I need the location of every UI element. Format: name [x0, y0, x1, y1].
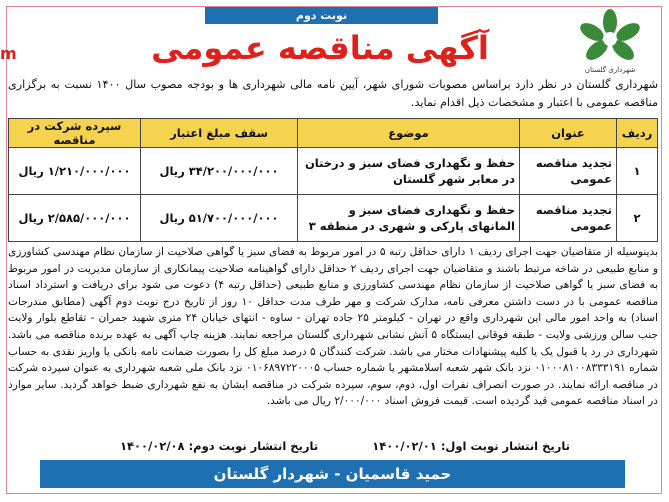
- publication-dates: [120, 439, 570, 453]
- cell-deposit: ۱/۲۱۰/۰۰۰/۰۰۰ ریال: [9, 148, 141, 195]
- round-badge: نوبت دوم: [205, 7, 438, 24]
- col-subject: موضوع: [298, 119, 520, 148]
- col-budget: سقف مبلغ اعتبار: [141, 119, 298, 148]
- municipality-logo-icon: [570, 8, 650, 72]
- cell-title: تجدید مناقصه عمومی: [520, 148, 617, 195]
- cell-subject: حفظ و نگهداری فضای سبز و المانهای پارکی و شهری در منطقه ۳: [298, 195, 520, 242]
- second-publication-date: تاریخ انتشار نوبت دوم: ۱۴۰۰/۰۲/۰۸: [120, 439, 319, 453]
- cell-deposit: ۲/۵۸۵/۰۰۰/۰۰۰ ریال: [9, 195, 141, 242]
- cell-budget: ۵۱/۷۰۰/۰۰۰/۰۰۰ ریال: [141, 195, 298, 242]
- intro-paragraph: شهرداری گلستان در نظر دارد براساس مصوبات شورای شهر، آیین نامه مالی شهرداری ها و بودجه مصوب سال ۱۴۰۰ نسبت به برگزاری مناقصه عمومی با اعتبار و مشخصات ذیل اقدام نماید.: [8, 78, 658, 109]
- cell-row: ۲: [617, 195, 658, 242]
- table-row: [9, 195, 658, 242]
- table-row: [9, 148, 658, 195]
- tender-table: [8, 118, 658, 242]
- signature-footer: حمید قاسمیان - شهردار گلستان: [40, 460, 625, 488]
- col-deposit: سپرده شرکت در مناقصه: [9, 119, 141, 148]
- conditions-paragraph-2: هزینه چاپ آگهی به عهده برنده مناقصه می باشد. شهرداری در رد یا قبول یک یا کلیه پیشنهادات مختار می باشد. شرکت کنندگان ۵ درصد مبلغ کل را بصورت ضمانت نامه بانکی یا واریز نقدی به حساب شماره ۰۱۰۰۰۸۱۰۰۸۳۳۳۱۹۱ نزد بانک شهر شعبه اسلامشهر یا شماره حساب ۰۱۰۶۸۹۷۲۲۰۰۰۵ نزد بانک ملی شعبه شهرداری به عنوان سپرده شرکت در مناقصه ارائه نمایند. در صورت انصراف نفرات اول، دوم، سوم، سپرده شرکت در مناقصه ایشان به نفع شهرداری ضبط خواهد گردید. سایر موارد در اسناد مناقصه عمومی قید گردیده است. قیمت فروش اسناد ۲/۰۰۰/۰۰۰ ریال می باشد.: [8, 328, 659, 408]
- col-row: ردیف: [617, 119, 658, 148]
- cell-row: ۱: [617, 148, 658, 195]
- logo-label: شهرداری گلستان: [584, 66, 636, 74]
- col-title: عنوان: [520, 119, 617, 148]
- cell-subject: حفظ و نگهداری فضای سبز و درختان در معابر شهر گلستان: [298, 148, 520, 195]
- page-title: آگهی مناقصه عمومی: [151, 29, 489, 67]
- cell-budget: ۳۴/۲۰۰/۰۰۰/۰۰۰ ریال: [141, 148, 298, 195]
- edge-mark: m: [0, 44, 17, 63]
- conditions-paragraph-1: بدینوسیله از متقاضیان جهت اجرای ردیف ۱ دارای حداقل رتبه ۵ در امور مربوط به فضای سبز یا گواهی صلاحیت از سازمان نظام مهندسی کشاورزی و منابع طبیعی در شاخه مرتبط باشند و متقاضیان جهت اجرای ردیف ۲ حداقل دارای گواهینامه صلاحیت پیمانکاری از سازمان مدیریت در امور مربوط به فضای سبز یا گواهی صلاحیت از سازمان نظام مهندسی کشاورزی و منابع طبیعی (حداقل رتبه ۴) دعوت می شود برای دریافت و استرداد اسناد مناقصه عمومی با در دست داشتن معرفی نامه، مدارک شرکت و مهر طرف مدت حداقل ۱۰ روز از تاریخ درج نوبت دوم آگهی (مطابق مندرجات اسناد) به واحد امور مالی این شهرداری واقع در تهران - کیلومتر ۲۵ جاده تهران - ساوه - انتهای خیابان ۲۴ متری شهید جمران - تقاطع بلوار ولایت جنب سالن ورزشی ولایت - طبقه فوقانی ایستگاه ۵ آتش نشانی شهرداری گلستان مراجعه نمایند.: [8, 246, 659, 341]
- conditions-text: [8, 244, 658, 410]
- table-header-row: [9, 119, 658, 148]
- cell-title: تجدید مناقصه عمومی: [520, 195, 617, 242]
- first-publication-date: تاریخ انتشار نوبت اول: ۱۴۰۰/۰۲/۰۱: [372, 439, 570, 453]
